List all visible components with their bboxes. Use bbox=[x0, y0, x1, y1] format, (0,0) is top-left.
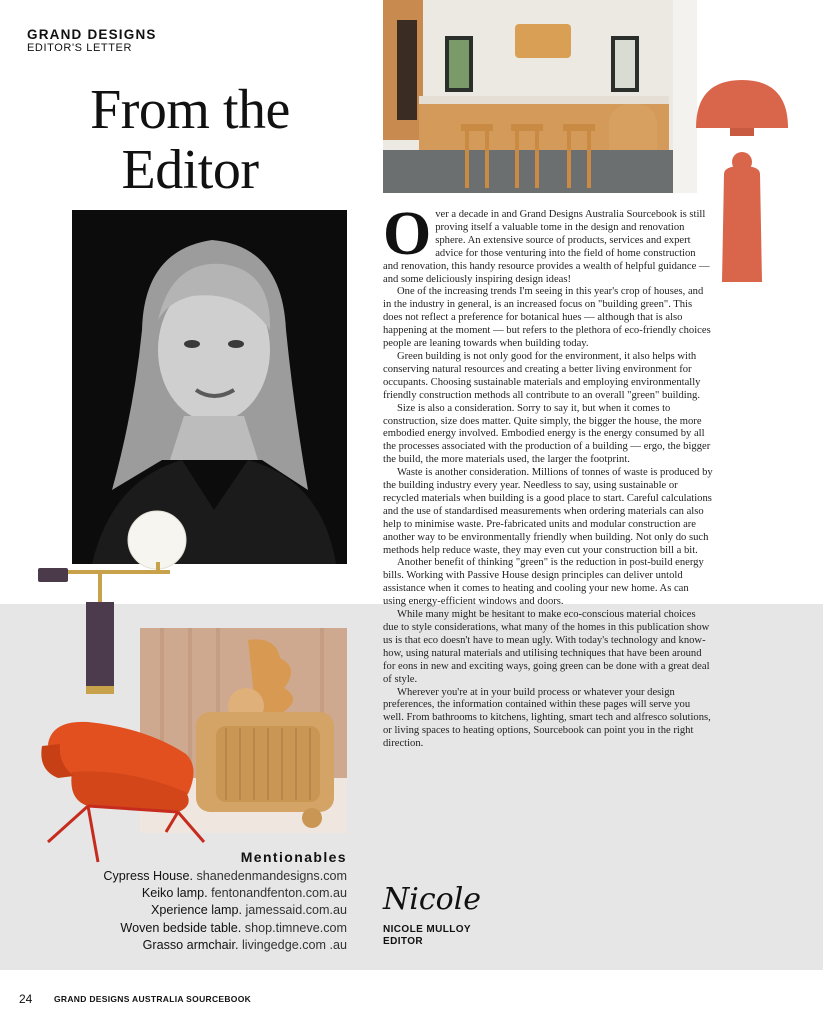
article-paragraph-8: Wherever you're at in your build process or whatever your design preferences, the information contained within these pages will serve you well. From bathrooms to kitchens, lighting, smart tech and alfresco solutions, or living spaces to heating options, Sourcebook can point you in the right direction. bbox=[383, 686, 711, 750]
article-paragraph-4: Size is also a consideration. Sorry to say it, but when it comes to construction, size does matter. Quite simply, the bigger the house, the more embodied energy involved. Embodied energy is the energy consumed by all the processes associated with the production of a building — ergo, the bigger the build, the more materials used, the larger the footprint. bbox=[383, 402, 711, 466]
article-body bbox=[383, 200, 713, 751]
editor-role: EDITOR bbox=[383, 936, 423, 947]
mentionable-item: Grasso armchair. livingedge.com .au bbox=[142, 937, 347, 952]
page-title bbox=[50, 80, 330, 200]
mentionable-item: Xperience lamp. jamessaid.com.au bbox=[150, 903, 347, 918]
mentionable-link: livingedge.com .au bbox=[241, 937, 347, 952]
mentionable-item: Keiko lamp. fentonandfenton.com.au bbox=[141, 886, 347, 901]
article-paragraph-6: Another benefit of thinking "green" is the reduction in post-build energy bills. Working with Passive House design principles can deliver untold assistance when it comes to heating and cooling your new home. As can using energy-efficient windows and doors. bbox=[383, 557, 704, 608]
kitchen-illustration bbox=[383, 0, 697, 193]
mentionable-link: shop.timneve.com bbox=[244, 920, 347, 935]
kitchen-photo bbox=[383, 0, 697, 193]
editor-name: NICOLE MULLOY bbox=[383, 924, 471, 935]
section-sublabel: EDITOR'S LETTER bbox=[27, 42, 133, 54]
article-paragraph-2: One of the increasing trends I'm seeing in this year's crop of houses, and in the industry in general, is an increased focus on "building green". This does not reflect a preference for botanical hues — although that is also happening at the moment — but refers to the plethora of eco-friendly choices people are leaning towards when building today. bbox=[383, 286, 711, 350]
mentionable-link: jamessaid.com.au bbox=[245, 903, 347, 918]
mentionable-item: Woven bedside table. shop.timneve.com bbox=[120, 920, 347, 935]
article-paragraph-5: Waste is another consideration. Millions of tonnes of waste is produced by the building industry every year. Needless to say, using sustainable or recycled materials when building is a good place to start. Careful calculations and the use of standardised measurements when ordering materials can also help to minimise waste. Pre-fabricated units and modular construction are another way to be environmentally friendly when building. Not only do such methods help reduce waste, they may even cut your construction bill a bit. bbox=[383, 467, 713, 556]
article-paragraph-3: Green building is not only good for the environment, it also helps with conserving natural resources and creating a better living environment for occupants. Choosing sustainable materials and employing environmentally friendly construction methods all contribute to an overall "green" building. bbox=[383, 350, 701, 401]
page-number: 24 bbox=[19, 992, 33, 1006]
editor-signature: Nicole bbox=[383, 882, 482, 917]
article-paragraph-1: Over a decade in and Grand Designs Australia Sourcebook is still proving itself a valuable tome in the design and renovation sphere. An extensive source of products, services and expert advice for those venturing into the field of home construction and renovation, this handy resource provides a wealth of helpful guidance — and some deliciously inspiring design ideas! bbox=[383, 200, 710, 285]
mentionables-heading: Mentionables bbox=[240, 849, 347, 865]
mentionable-link: shanedenmandesigns.com bbox=[196, 869, 347, 883]
grasso-armchair-image bbox=[38, 714, 208, 864]
publication-footer: GRAND DESIGNS AUSTRALIA SOURCEBOOK bbox=[54, 994, 252, 1004]
mentionables-list bbox=[60, 868, 347, 954]
mentionable-item: Cypress House. shanedenmandesigns.com bbox=[103, 869, 347, 883]
title-line-1: From the bbox=[90, 79, 290, 141]
mentionable-link: fentonandfenton.com.au bbox=[211, 886, 347, 901]
section-label: GRAND DESIGNS bbox=[27, 27, 157, 42]
drop-cap: O bbox=[383, 200, 432, 268]
title-line-2: Editor bbox=[121, 139, 259, 201]
article-paragraph-7: While many might be hesitant to make eco-conscious material choices due to style considerations, what many of the homes in this publication show us is that eco doesn't have to mean ugly. With today's technology and know-how, using natural materials and utilising techniques that have been around for eons in new and exciting ways, going green can be done with a great deal of style. bbox=[383, 609, 710, 685]
